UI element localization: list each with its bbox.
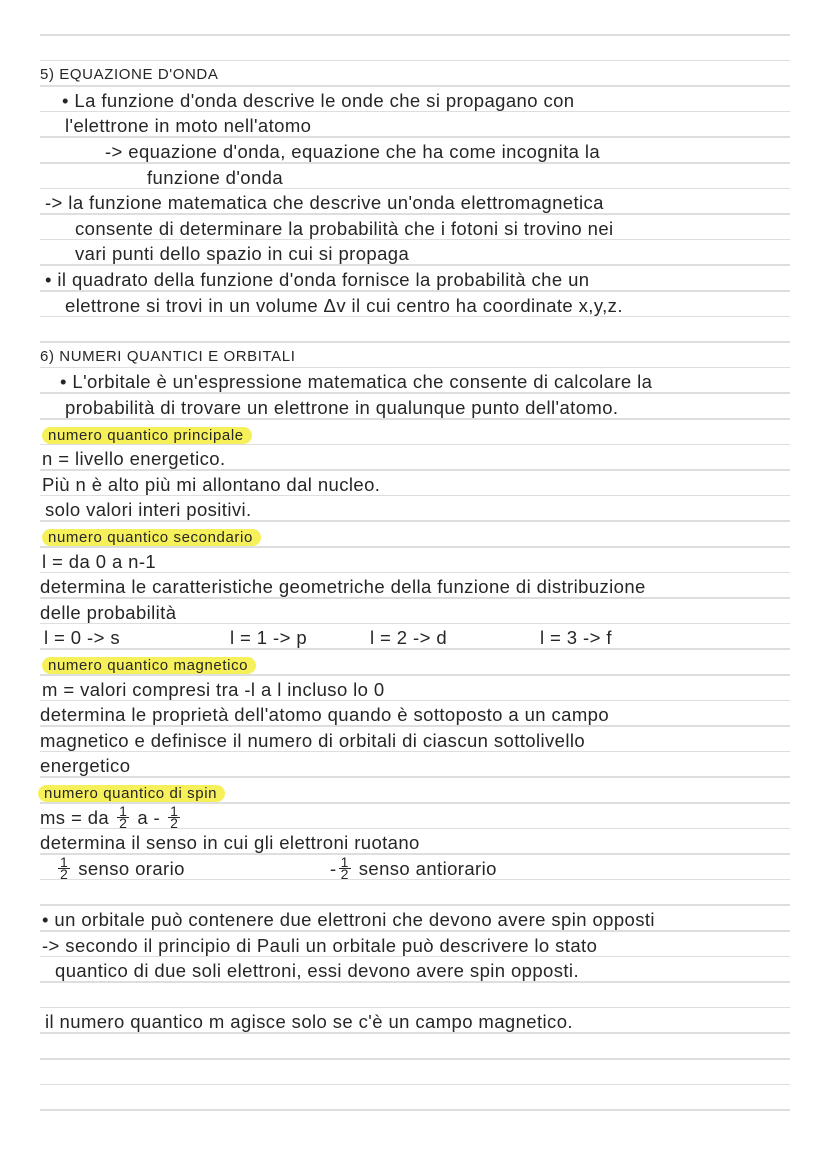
fraction: $\frac{1}{2}$ [60,856,69,881]
note-line: -> la funzione matematica che descrive un'onda elettromagnetica [45,192,604,214]
note-line: funzione d'onda [147,166,284,188]
note-line: • L'orbitale è un'espressione matematica che consente di calcolare la [60,371,653,393]
note-line: determina le caratteristiche geometriche della funzione di distribuzione [40,576,646,598]
note-line: consente di determinare la probabilità che i fotoni si trovino nei [75,217,614,239]
orbital-mapping-s: l = 0 -> s [44,627,120,649]
ruled-line [40,1109,790,1111]
note-line: • La funzione d'onda descrive le onde che si propagano con [62,89,575,111]
ruled-line [40,1084,790,1086]
ms-formula: ms = da $\frac{1}{2}$ a - $\frac{1}{2}$ [40,805,179,830]
ruled-line [40,776,790,778]
orbital-mapping-f: l = 3 -> f [540,627,612,649]
orbital-mapping-d: l = 2 -> d [370,627,448,649]
note-line: l = da 0 a n-1 [42,550,157,572]
note-line: delle probabilità [40,601,177,623]
fraction: $\frac{1}{2}$ [340,856,349,881]
note-line: determina il senso in cui gli elettroni ruotano [40,832,420,854]
ruled-line [40,341,790,343]
note-line: probabilità di trovare un elettrone in qualunque punto dell'atomo. [65,397,619,418]
orbital-mapping-p: l = 1 -> p [230,627,308,649]
ruled-line [40,1058,790,1060]
note-line: m = valori compresi tra -l a l incluso lo 0 [42,678,385,700]
note-line: vari punti dello spazio in cui si propaga [75,243,410,265]
note-line: energetico [40,755,131,777]
section-title: 6) NUMERI QUANTICI E ORBITALI [40,347,296,365]
note-line: • un orbitale può contenere due elettroni che devono avere spin opposti [42,909,655,930]
note-line: determina le proprietà dell'atomo quando è sottoposto a un campo [40,704,610,726]
note-line: elettrone si trovi in un volume Δv il cui centro ha coordinate x,y,z. [65,294,623,316]
highlighted-heading: numero quantico principale [42,427,252,444]
ruled-line [40,60,790,62]
highlighted-heading: numero quantico magnetico [42,657,256,674]
ruled-line [40,1007,790,1009]
spin-orario: $\frac{1}{2}$ senso orario [60,856,185,881]
highlighted-heading: numero quantico di spin [38,785,225,802]
note-line: -> secondo il principio di Pauli un orbitale può descrivere lo stato [42,934,598,956]
note-line: il numero quantico m agisce solo se c'è un campo magnetico. [45,1011,573,1033]
spin-antiorario: - $\frac{1}{2}$ senso antiorario [330,856,497,881]
note-line: n = livello energetico. [42,448,226,470]
fraction: $\frac{1}{2}$ [170,805,179,830]
note-line: -> equazione d'onda, equazione che ha come incognita la [105,141,601,162]
note-line: Più n è alto più mi allontano dal nucleo. [42,473,381,495]
note-line: • il quadrato della funzione d'onda fornisce la probabilità che un [45,269,590,290]
note-line: magnetico e definisce il numero di orbitali di ciascun sottolivello [40,729,586,751]
note-line: l'elettrone in moto nell'atomo [65,115,312,137]
fraction: $\frac{1}{2}$ [119,805,128,830]
note-line: solo valori interi positivi. [45,499,252,521]
ruled-line [40,34,790,36]
highlighted-heading: numero quantico secondario [42,529,261,546]
note-line: quantico di due soli elettroni, essi devono avere spin opposti. [55,960,579,982]
section-title: 5) EQUAZIONE D'ONDA [40,66,219,84]
ruled-line [40,904,790,906]
